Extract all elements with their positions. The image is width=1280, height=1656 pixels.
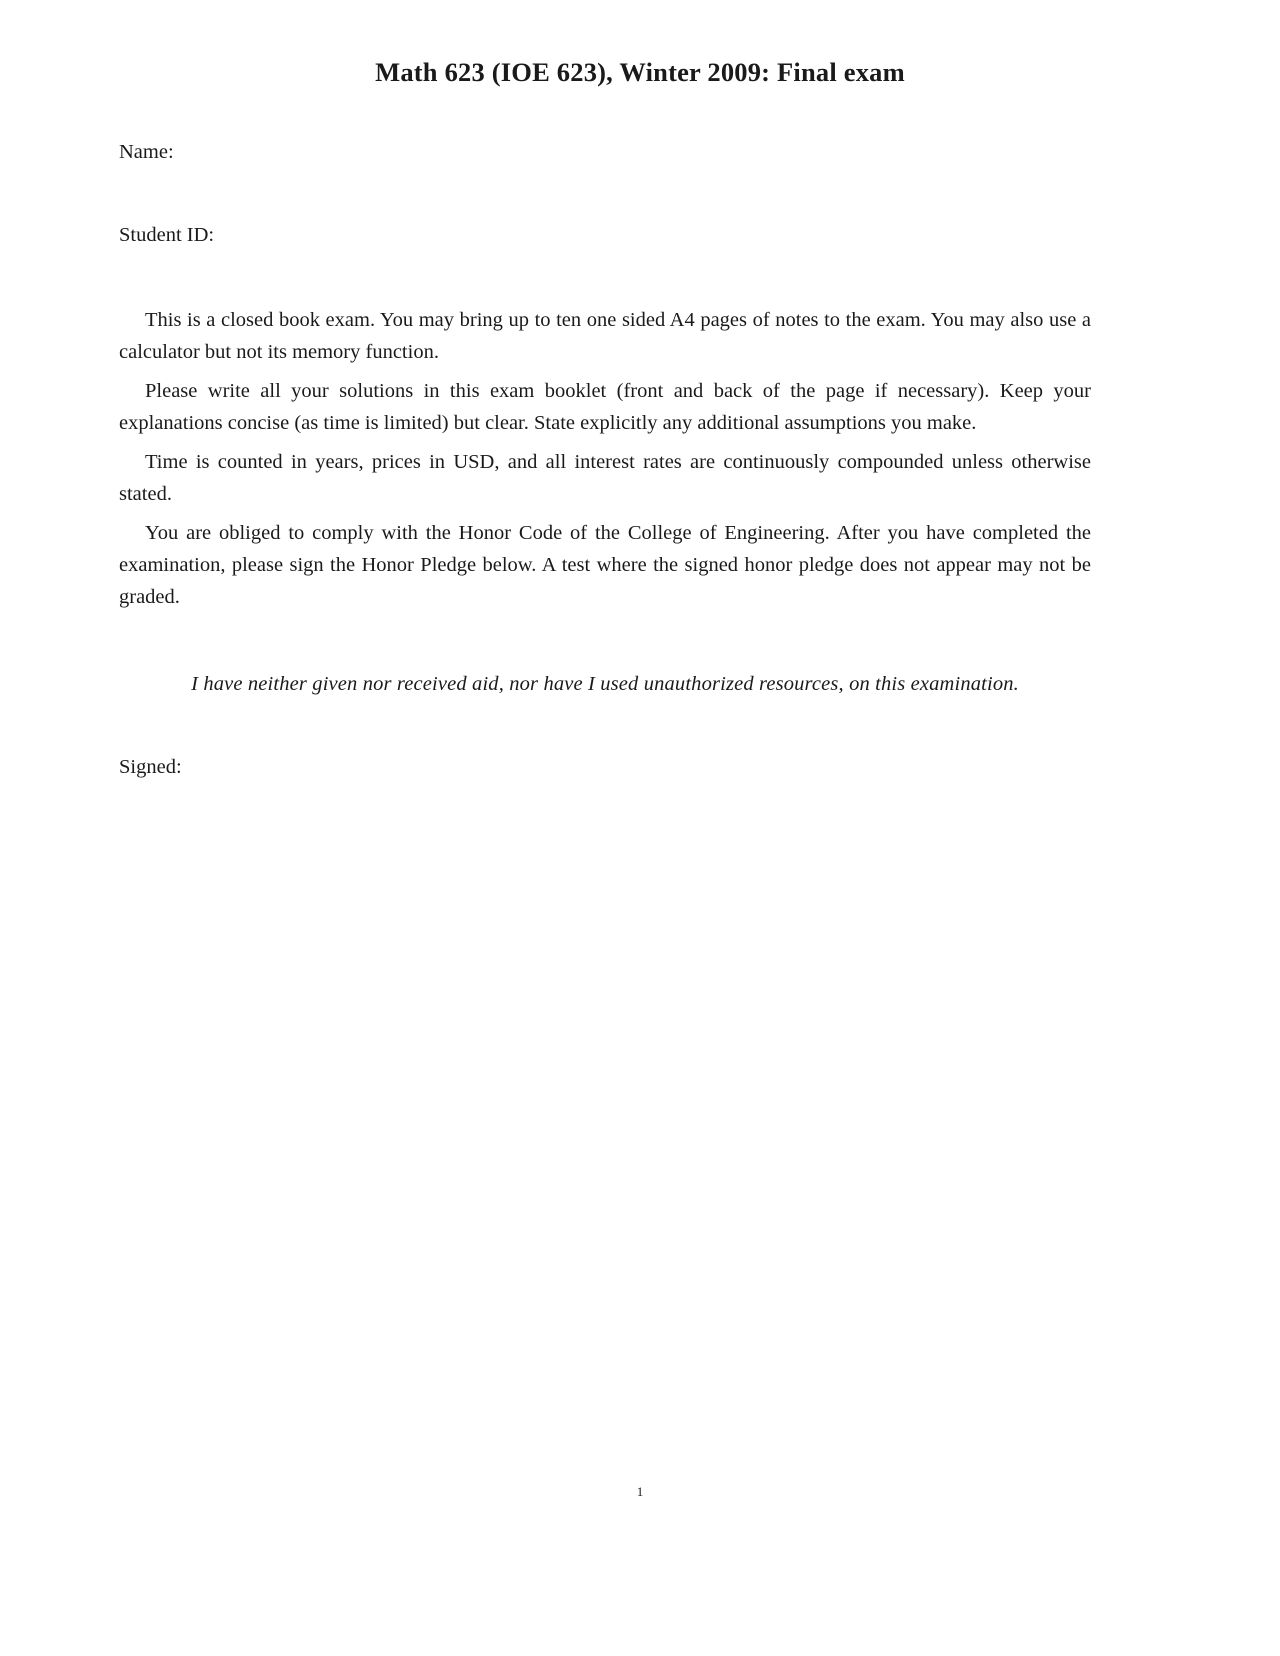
honor-pledge-text: I have neither given nor received aid, nor have I used unauthorized resources, on this examination. bbox=[191, 672, 1019, 695]
honor-pledge-block bbox=[119, 673, 1091, 696]
spacer-name-to-id bbox=[119, 166, 1091, 223]
instruction-paragraph-write-solutions: Please write all your solutions in this exam booklet (front and back of the page if necessary). Keep your explanations concise (as time is limited) but clear. State explicitly any additional assumptions you make. bbox=[119, 380, 1091, 435]
instruction-paragraph-closed-book: This is a closed book exam. You may bring up to ten one sided A4 pages of notes to the exam. You may also use a calculator but not its memory function. bbox=[119, 309, 1091, 364]
page-title: Math 623 (IOE 623), Winter 2009: Final exam bbox=[375, 57, 905, 87]
page-number: 1 bbox=[636, 1484, 644, 1499]
student-id-field-label: Student ID: bbox=[119, 223, 215, 246]
name-field-label: Name: bbox=[119, 141, 174, 163]
content-column bbox=[119, 140, 1091, 781]
signature-block bbox=[119, 755, 1091, 781]
signed-field-label: Signed: bbox=[119, 755, 182, 778]
instruction-paragraph-honor-code: You are obliged to comply with the Honor Code of the College of Engineering. After you have completed the examination, please sign the Honor Pledge below. A test where the signed honor pledge does not appear may not be graded. bbox=[119, 522, 1091, 608]
spacer-id-to-instructions bbox=[119, 248, 1091, 305]
instruction-paragraph-units: Time is counted in years, prices in USD, and all interest rates are continuously compounded unless otherwise stated. bbox=[119, 451, 1091, 506]
